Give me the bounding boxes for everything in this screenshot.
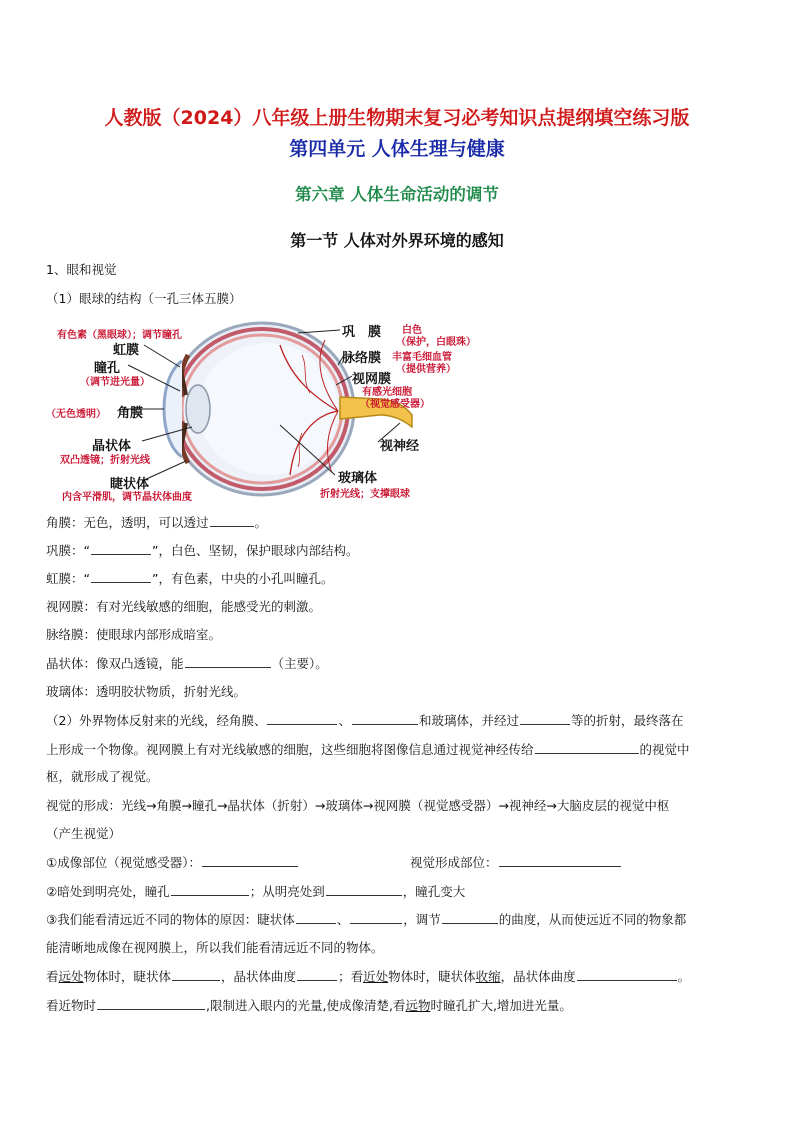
line-cornea: 角膜：无色，透明，可以透过 。 [46, 515, 268, 530]
lens-annotation: 双凸透镜；折射光线 [60, 455, 150, 466]
line-far-near-accommodation: 看远处物体时，睫状体 ，晶状体曲度 ；看近处物体时，睫状体收缩，晶状体曲度 。 [46, 969, 691, 984]
cornea-annotation: （无色透明） [46, 409, 106, 420]
blank-lens[interactable] [185, 655, 271, 668]
vitreous-annotation: 折射光线；支撑眼球 [320, 489, 410, 500]
line-question1: ①成像部位（视觉感受器）： [46, 854, 299, 871]
line-vision-formation: 视觉的形成：光线→角膜→瞳孔→晶状体（折射）→玻璃体→视网膜（视觉感受器）→视神经→大脑皮层的视觉中枢 [46, 798, 670, 813]
optic-nerve-label: 视神经 [380, 439, 420, 454]
blank-cornea[interactable] [210, 514, 254, 527]
section-title: 第一节 人体对外界环境的感知 [290, 231, 504, 250]
unit-title: 第四单元 人体生理与健康 [289, 138, 505, 160]
line-lens: 晶状体：像双凸透镜，能 （主要）。 [46, 656, 328, 671]
vitreous-label: 玻璃体 [338, 471, 378, 486]
blank-p2-b[interactable] [352, 712, 418, 725]
pupil-label: 瞳孔 [94, 361, 121, 376]
line-question1-b: 视觉形成部位： [410, 854, 622, 871]
line-question3-2: 能清晰地成像在视网膜上，所以我们能看清远近不同的物体。 [46, 940, 384, 955]
blank-q1-b[interactable] [499, 854, 621, 867]
document-title: 人教版（2024）八年级上册生物期末复习必考知识点提纲填空练习版 [104, 107, 690, 129]
blank-q2-a[interactable] [171, 883, 249, 896]
blank-q3-b[interactable] [350, 911, 402, 924]
blank-q1-a[interactable] [202, 854, 298, 867]
line-paragraph2-2: 上形成一个物像。视网膜上有对光线敏感的细胞，这些细胞将图像信息通过视觉神经传给 的视觉中 [46, 742, 690, 757]
line-paragraph2-1: （2）外界物体反射来的光线，经角膜、 、 和玻璃体，并经过 等的折射，最终落在 [46, 713, 684, 728]
line-pupil-near: 看近物时 ,限制进入眼内的光量,使成像清楚,看远物时瞳孔扩大,增加进光量。 [46, 998, 572, 1013]
blank-q2-b[interactable] [326, 883, 402, 896]
blank-near-c[interactable] [577, 968, 677, 981]
pupil-annotation: （调节进光量） [80, 377, 150, 388]
blank-near-pupil[interactable] [97, 997, 205, 1010]
sclera-label: 巩 膜 [342, 325, 382, 340]
line-retina: 视网膜：有对光线敏感的细胞，能感受光的刺激。 [46, 599, 322, 614]
line-question3-1: ③我们能看清远近不同的物体的原因：睫状体 、 ，调节 的曲度，从而使远近不同的物象都 [46, 912, 687, 927]
heading-eye-vision: 1、眼和视觉 [46, 262, 117, 277]
ciliary-body-annotation: 内含平滑肌，调节晶状体曲度 [62, 492, 192, 503]
blank-q3-c[interactable] [442, 911, 498, 924]
blank-far-b[interactable] [297, 968, 337, 981]
blank-p2-c[interactable] [520, 712, 570, 725]
eyeball-diagram [40, 315, 490, 505]
chapter-title: 第六章 人体生命活动的调节 [295, 185, 499, 204]
iris-annotation: 有色素（黑眼球）；调节瞳孔 [57, 330, 182, 341]
line-vitreous: 玻璃体：透明胶状物质，折射光线。 [46, 684, 247, 699]
retina-annotation-cells: 有感光细胞 [362, 387, 412, 398]
choroid-annotation-vessels: 丰富毛细血管 [392, 352, 452, 363]
line-sclera: 巩膜：“ ”，白色、坚韧，保护眼球内部结构。 [46, 543, 359, 558]
retina-annotation-receptor: （视觉感受器） [360, 399, 430, 410]
blank-far-a[interactable] [172, 968, 220, 981]
retina-label: 视网膜 [352, 372, 392, 387]
line-paragraph2-3: 枢，就形成了视觉。 [46, 769, 159, 784]
iris-label: 虹膜 [113, 343, 140, 358]
blank-p2-a[interactable] [267, 712, 337, 725]
choroid-annotation-function: （提供营养） [396, 364, 456, 375]
ciliary-body-label: 睫状体 [110, 477, 150, 492]
choroid-label: 脉络膜 [342, 351, 382, 366]
line-choroid: 脉络膜：使眼球内部形成暗室。 [46, 627, 222, 642]
sclera-annotation-color: 白色 [402, 325, 422, 336]
lens-label: 晶状体 [92, 439, 132, 454]
sclera-annotation-function: （保护，白眼珠） [396, 337, 476, 348]
cornea-label: 角膜 [117, 406, 144, 421]
subheading-eye-structure: （1）眼球的结构（一孔三体五膜） [46, 291, 242, 306]
blank-p2-d[interactable] [535, 741, 639, 754]
line-iris: 虹膜：“ ”，有色素，中央的小孔叫瞳孔。 [46, 571, 334, 586]
line-vision-formation-2: （产生视觉） [46, 826, 122, 841]
blank-iris[interactable] [91, 570, 151, 583]
blank-q3-a[interactable] [296, 911, 336, 924]
blank-sclera[interactable] [91, 542, 151, 555]
line-question2: ②暗处到明亮处，瞳孔 ；从明亮处到 ，瞳孔变大 [46, 884, 466, 899]
